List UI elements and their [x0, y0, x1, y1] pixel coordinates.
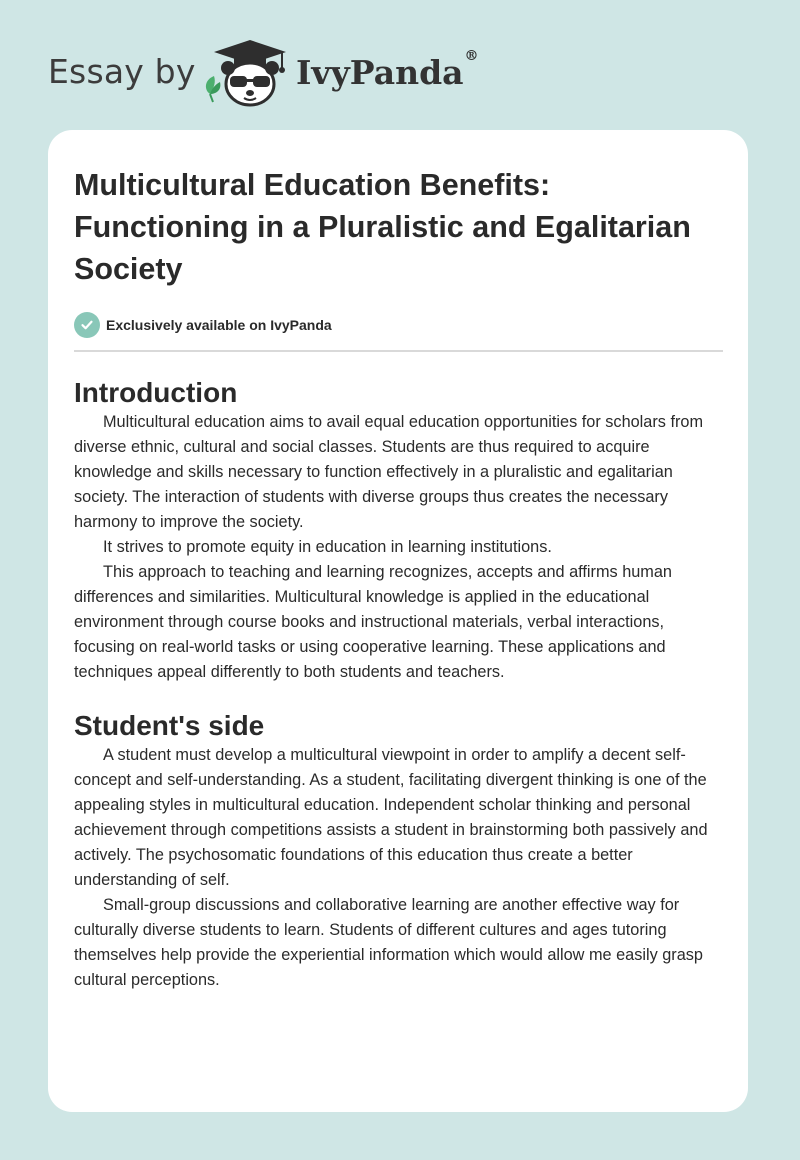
paragraph: Small-group discussions and collaborative learning are another effective way for culturally diverse students to learn. Students of different cultures and ages tutoring themselves help provide the experiential information which would allow me easily grasp cultural perceptions.: [74, 896, 703, 989]
leaf-icon: [206, 76, 220, 102]
section-heading-introduction: Introduction: [74, 377, 238, 408]
section-heading-students-side: Student's side: [74, 710, 265, 741]
paragraph: A student must develop a multicultural viewpoint in order to amplify a decent self-concept and self-understanding. As a student, facilitating divergent thinking is one of the appealing styles in multicultural education. Independent scholar thinking and personal achievement through competitions assists a student in brainstorming both passively and actively. The psychosomatic foundations of this education thus create a better understanding of self.: [74, 746, 708, 889]
essay-by-label: Essay by: [48, 52, 196, 91]
divider: [74, 350, 723, 352]
site-header: [48, 36, 508, 108]
paragraph: It strives to promote equity in education in learning institutions.: [103, 538, 552, 556]
exclusive-badge: [74, 312, 724, 338]
page-title: Multicultural Education Benefits: Functioning in a Pluralistic and Egalitarian Society: [74, 168, 691, 286]
registered-mark: ®: [464, 48, 479, 64]
essay-card: [48, 130, 748, 1112]
check-icon: [74, 312, 100, 338]
exclusive-label: Exclusively available on IvyPanda: [106, 317, 332, 333]
panda-graduate-icon[interactable]: [200, 36, 290, 108]
essay-content: [74, 164, 724, 993]
paragraph: This approach to teaching and learning recognizes, accepts and affirms human differences and similarities. Multicultural knowledge is applied in the educational environment through course books and instructional materials, verbal interactions, focusing on real-world tasks or using cooperative learning. These applications and techniques appeal differently to both students and teachers.: [74, 563, 672, 681]
paragraph: Multicultural education aims to avail equal education opportunities for scholars from diverse ethnic, cultural and social classes. Students are thus required to acquire knowledge and skills necessary to function effectively in a pluralistic and egalitarian society. The interaction of students with diverse groups thus creates the necessary harmony to improve the society.: [74, 413, 704, 531]
brand-logo-text[interactable]: IvyPanda®: [296, 48, 479, 92]
